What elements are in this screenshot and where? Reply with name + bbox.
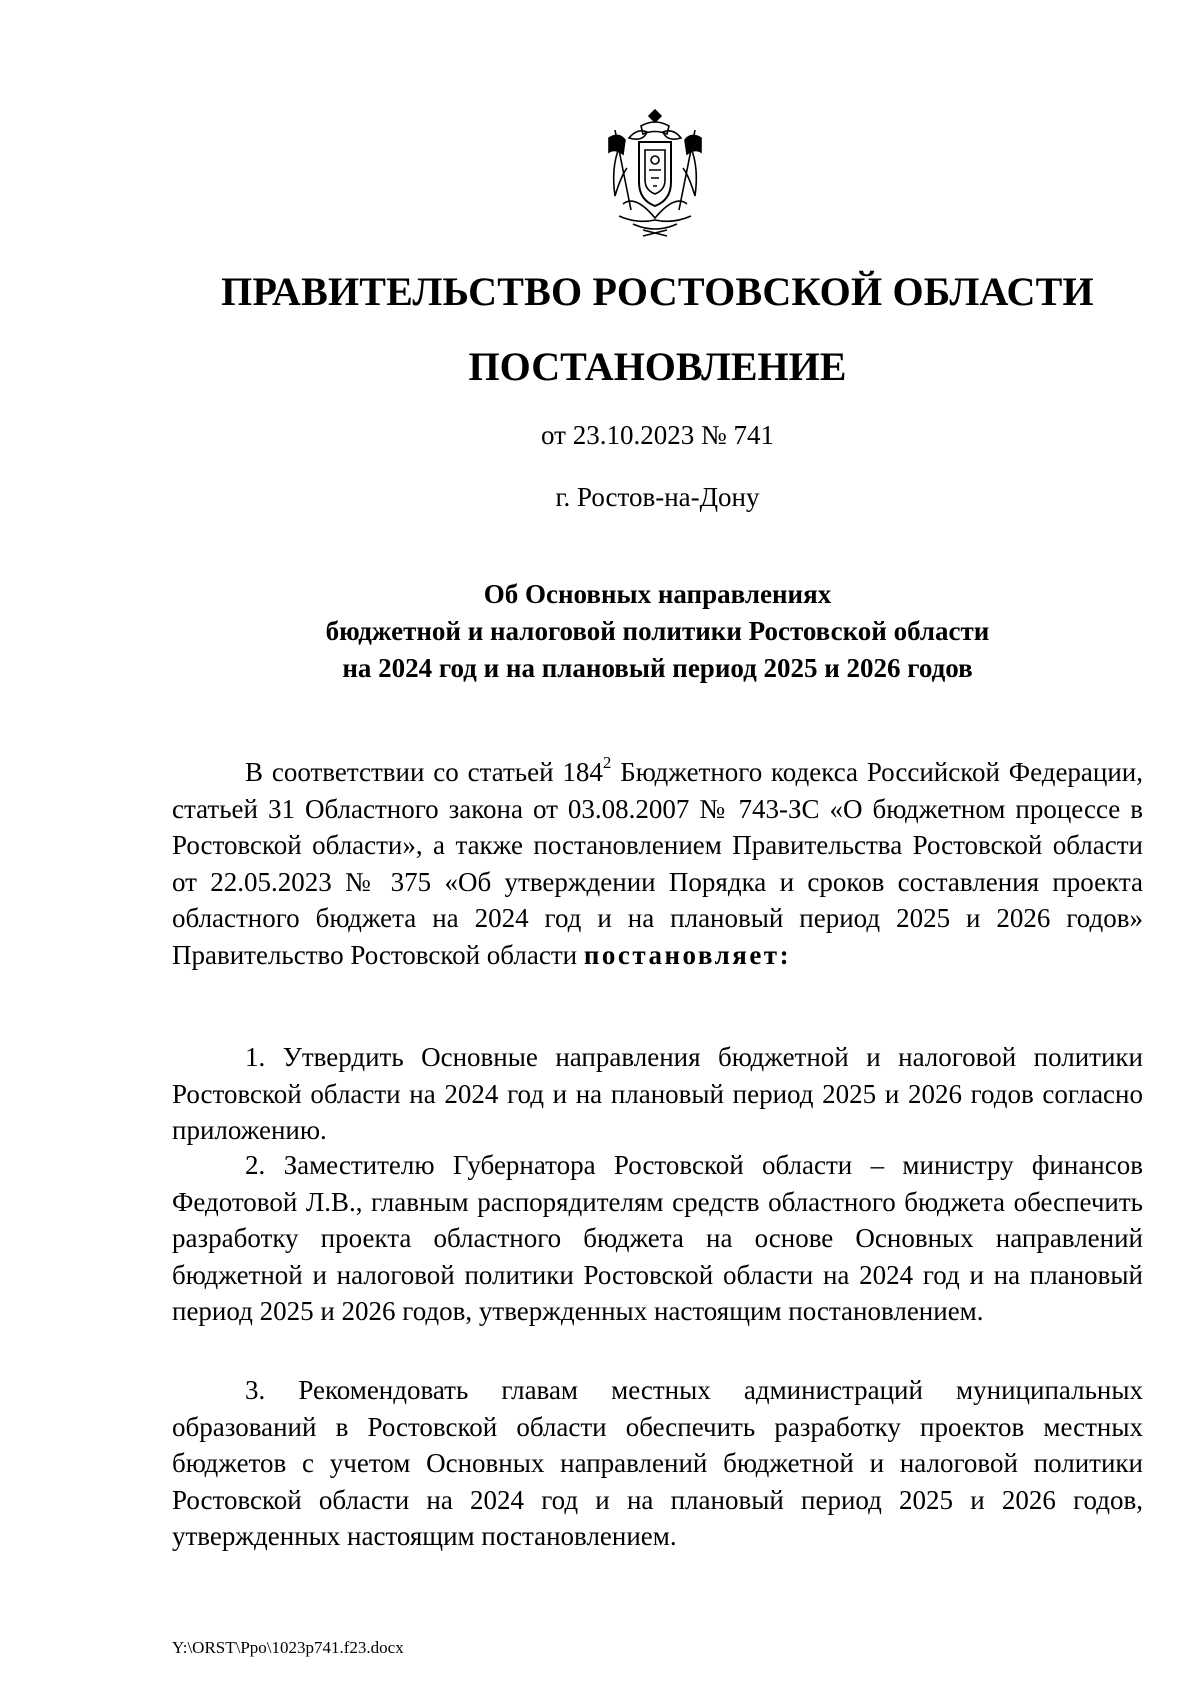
document-subject xyxy=(172,576,1143,687)
decree-item-1: 1. Утвердить Основные направления бюджетной и налоговой политики Ростовской области на 2024 год и на плановый период 2025 и 2026 годов согласно приложению. xyxy=(172,1042,1143,1146)
decree-item-2: 2. Заместителю Губернатора Ростовской области – министру финансов Федотовой Л.В., главным распорядителям средств областного бюджета обеспечить разработку проекта областного бюджета на основе Основных направлений бюджетной и налоговой политики Ростовской области на 2024 год и на плановый период 2025 и 2026 годов, утвержденных настоящим постановлением. xyxy=(172,1150,1143,1327)
preamble-text-rest: Бюджетного кодекса Российской Федерации, статьей 31 Областного закона от 03.08.2007 № 743-ЗС «О бюджетном процессе в Ростовской области», а также постановлением Правительства Ростовской области от 22.05.2023 № 375 «Об утверждении Порядка и сроков составления проекта областного бюджета на 2024 год и на плановый период 2025 и 2026 годов» Правительство Ростовской области xyxy=(172,757,1144,970)
organization-title: ПРАВИТЕЛЬСТВО РОСТОВСКОЙ ОБЛАСТИ xyxy=(221,269,1094,314)
subject-line-1: Об Основных направлениях xyxy=(483,579,832,609)
article-superscript: 2 xyxy=(602,753,612,772)
document-type: ПОСТАНОВЛЕНИЕ xyxy=(468,344,847,389)
subject-line-3: на 2024 год и на плановый период 2025 и 2026 годов xyxy=(342,653,973,683)
preamble-paragraph xyxy=(172,754,1143,974)
decree-word: постановляет: xyxy=(583,939,792,970)
document-city: г. Ростов-на-Дону xyxy=(555,482,760,512)
subject-line-2: бюджетной и налоговой политики Ростовской области xyxy=(325,616,990,646)
footer-file-path: Y:\ORST\Ppo\1023p741.f23.docx xyxy=(172,1638,404,1657)
coat-of-arms-icon xyxy=(593,108,717,240)
document-date-number: от 23.10.2023 № 741 xyxy=(541,420,774,450)
decree-item-3: 3. Рекомендовать главам местных администраций муниципальных образований в Ростовской области обеспечить разработку проектов местных бюджетов с учетом Основных направлений бюджетной и налоговой политики Ростовской области на 2024 год и на плановый период 2025 и 2026 годов, утвержденных настоящим постановлением. xyxy=(172,1375,1143,1552)
preamble-text-start: В соответствии со статьей 184 xyxy=(245,757,603,787)
